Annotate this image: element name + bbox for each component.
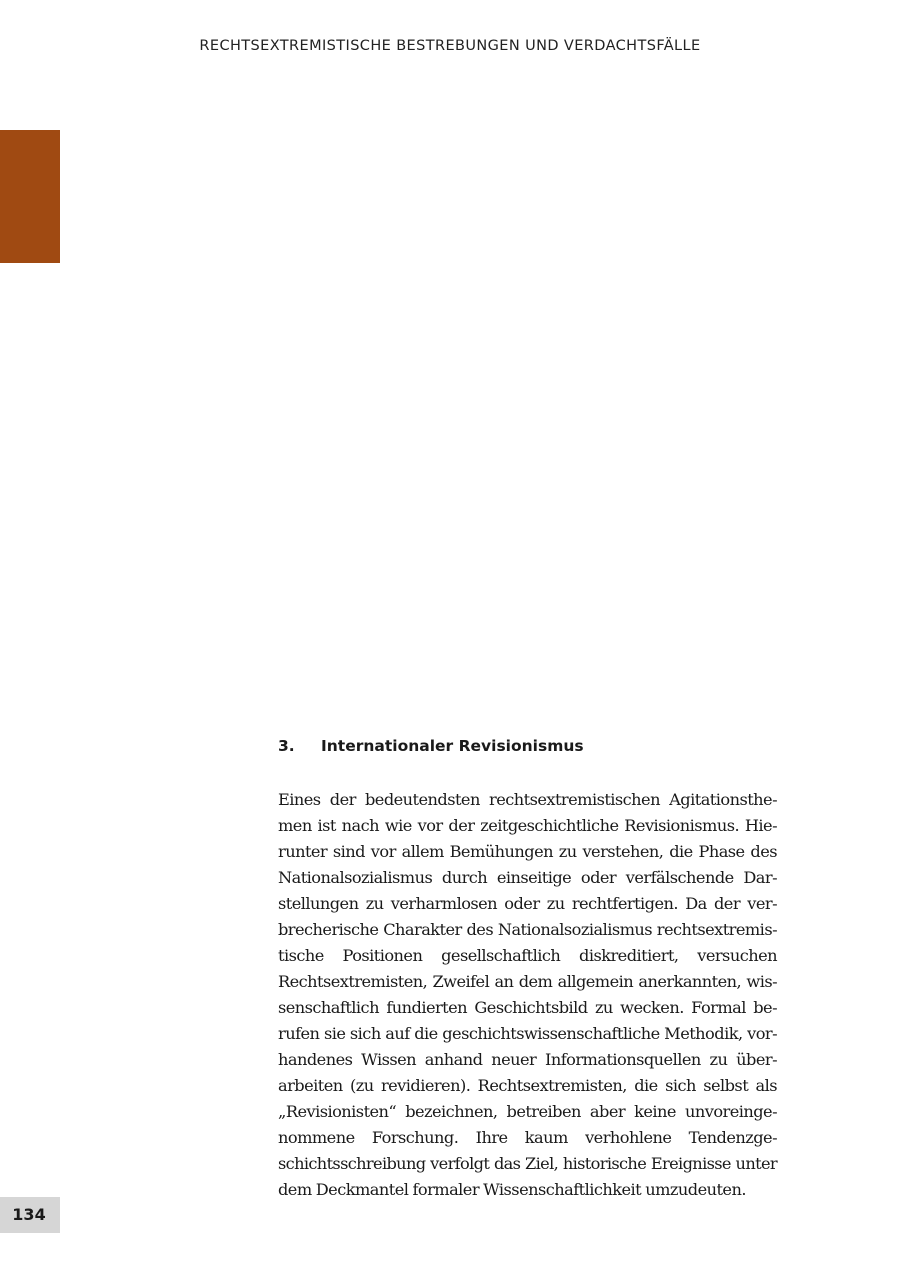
running-head: RECHTSEXTREMISTISCHE BESTREBUNGEN UND VERDACHTSFÄLLE (199, 38, 701, 54)
paragraph-line: arbeiten (zu revidieren). Rechtsextremisten, die sich selbst als (278, 1076, 777, 1095)
paragraph-line: men ist nach wie vor der zeitgeschichtliche Revisionismus. Hie- (278, 816, 777, 835)
section-heading (278, 737, 584, 755)
paragraph-line: brecherische Charakter des Nationalsozialismus rechtsextremis- (278, 920, 777, 939)
section-title: Internationaler Revisionismus (321, 737, 584, 755)
section-number: 3. (278, 737, 295, 755)
paragraph-line: schichtsschreibung verfolgt das Ziel, historische Ereignisse unter (278, 1154, 777, 1173)
paragraph-line: rufen sie sich auf die geschichtswissenschaftliche Methodik, vor- (278, 1024, 777, 1043)
paragraph-line: Rechtsextremisten, Zweifel an dem allgemein anerkannten, wis- (278, 972, 777, 991)
paragraph-line: dem Deckmantel formaler Wissenschaftlichkeit umzudeuten. (278, 1180, 746, 1199)
paragraph-line: runter sind vor allem Bemühungen zu verstehen, die Phase des (278, 842, 777, 861)
chapter-tab-marker (0, 130, 60, 263)
paragraph-line: handenes Wissen anhand neuer Informationsquellen zu über- (278, 1050, 777, 1069)
page-number-box (0, 1197, 60, 1233)
paragraph-line: Nationalsozialismus durch einseitige oder verfälschende Dar- (278, 868, 777, 887)
paragraph-line: „Revisionisten“ bezeichnen, betreiben aber keine unvoreinge- (278, 1102, 777, 1121)
paragraph-line: senschaftlich fundierten Geschichtsbild zu wecken. Formal be- (278, 998, 777, 1017)
body-paragraph (278, 787, 777, 1203)
page-number: 134 (12, 1205, 46, 1224)
paragraph-line: tische Positionen gesellschaftlich diskreditiert, versuchen (278, 946, 777, 965)
paragraph-line: Eines der bedeutendsten rechtsextremistischen Agitationsthe- (278, 790, 777, 809)
paragraph-line: nommene Forschung. Ihre kaum verhohlene Tendenzge- (278, 1128, 777, 1147)
paragraph-line: stellungen zu verharmlosen oder zu rechtfertigen. Da der ver- (278, 894, 777, 913)
